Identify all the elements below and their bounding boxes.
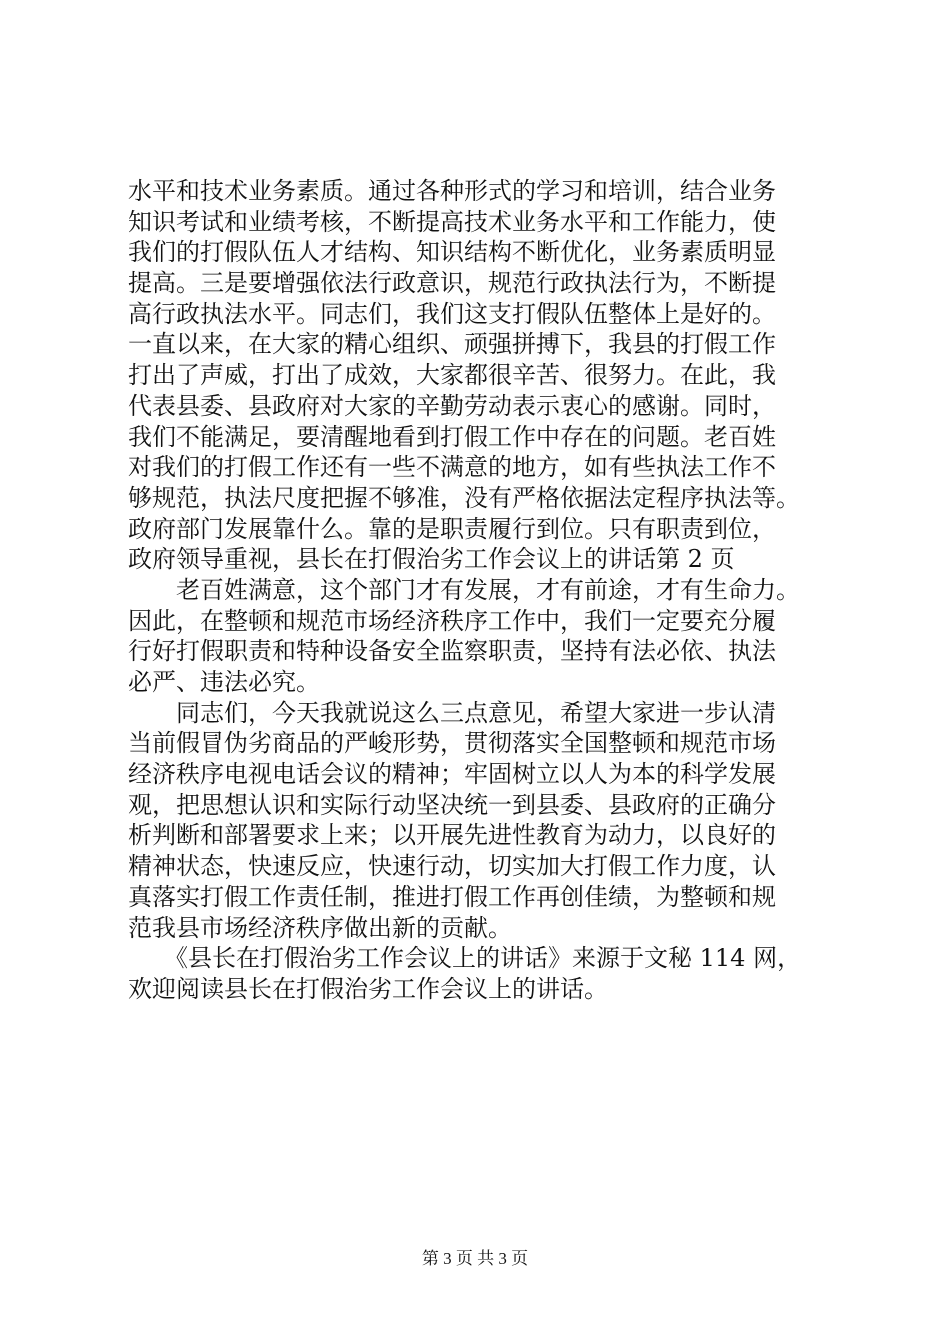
text-line: 政府领导重视，县长在打假治劣工作会议上的讲话第 2 页 [128, 545, 735, 574]
text-line: 《县长在打假治劣工作会议上的讲话》来源于文秘 114 网， [128, 944, 802, 973]
text-line: 范我县市场经济秩序做出新的贡献。 [128, 913, 512, 942]
text-line: 我们不能满足，要清醒地看到打假工作中存在的问题。老百姓 [128, 422, 776, 451]
text-line: 欢迎阅读县长在打假治劣工作会议上的讲话。 [128, 974, 608, 1003]
text-line: 同志们，今天我就说这么三点意见，希望大家进一步认清 [128, 698, 776, 727]
text-line: 够规范，执法尺度把握不够准，没有严格依据法定程序执法等。 [128, 483, 800, 512]
text-line: 我们的打假队伍人才结构、知识结构不断优化，业务素质明显 [128, 238, 776, 267]
text-line: 对我们的打假工作还有一些不满意的地方，如有些执法工作不 [128, 453, 776, 482]
text-line: 高行政执法水平。同志们，我们这支打假队伍整体上是好的。 [128, 299, 776, 328]
text-line: 打出了声威，打出了成效，大家都很辛苦、很努力。在此，我 [128, 361, 776, 390]
page-footer: 第 3 页 共 3 页 [421, 1249, 529, 1268]
text-line: 水平和技术业务素质。通过各种形式的学习和培训，结合业务 [128, 177, 776, 205]
text-line: 精神状态，快速反应，快速行动，切实加大打假工作力度，认 [128, 852, 776, 881]
text-line: 一直以来，在大家的精心组织、顽强拼搏下，我县的打假工作 [128, 330, 776, 359]
text-line: 析判断和部署要求上来；以开展先进性教育为动力，以良好的 [128, 821, 776, 850]
text-line: 因此，在整顿和规范市场经济秩序工作中，我们一定要充分履 [128, 606, 776, 635]
text-line: 老百姓满意，这个部门才有发展，才有前途，才有生命力。 [128, 575, 800, 604]
text-line: 必严、违法必究。 [128, 668, 320, 696]
text-line: 经济秩序电视电话会议的精神；牢固树立以人为本的科学发展 [128, 760, 776, 789]
text-line: 观，把思想认识和实际行动坚决统一到县委、县政府的正确分 [128, 790, 776, 819]
text-line: 代表县委、县政府对大家的辛勤劳动表示衷心的感谢。同时， [128, 391, 776, 420]
text-line: 提高。三是要增强依法行政意识，规范行政执法行为，不断提 [128, 269, 776, 298]
text-line: 政府部门发展靠什么。靠的是职责履行到位。只有职责到位， [128, 514, 776, 543]
text-line: 知识考试和业绩考核，不断提高技术业务水平和工作能力，使 [128, 207, 776, 236]
body-text [128, 176, 828, 1005]
text-line: 行好打假职责和特种设备安全监察职责，坚持有法必依、执法 [128, 637, 776, 666]
text-line: 真落实打假工作责任制，推进打假工作再创佳绩，为整顿和规 [128, 882, 776, 911]
text-line: 当前假冒伪劣商品的严峻形势，贯彻落实全国整顿和规范市场 [128, 729, 776, 758]
